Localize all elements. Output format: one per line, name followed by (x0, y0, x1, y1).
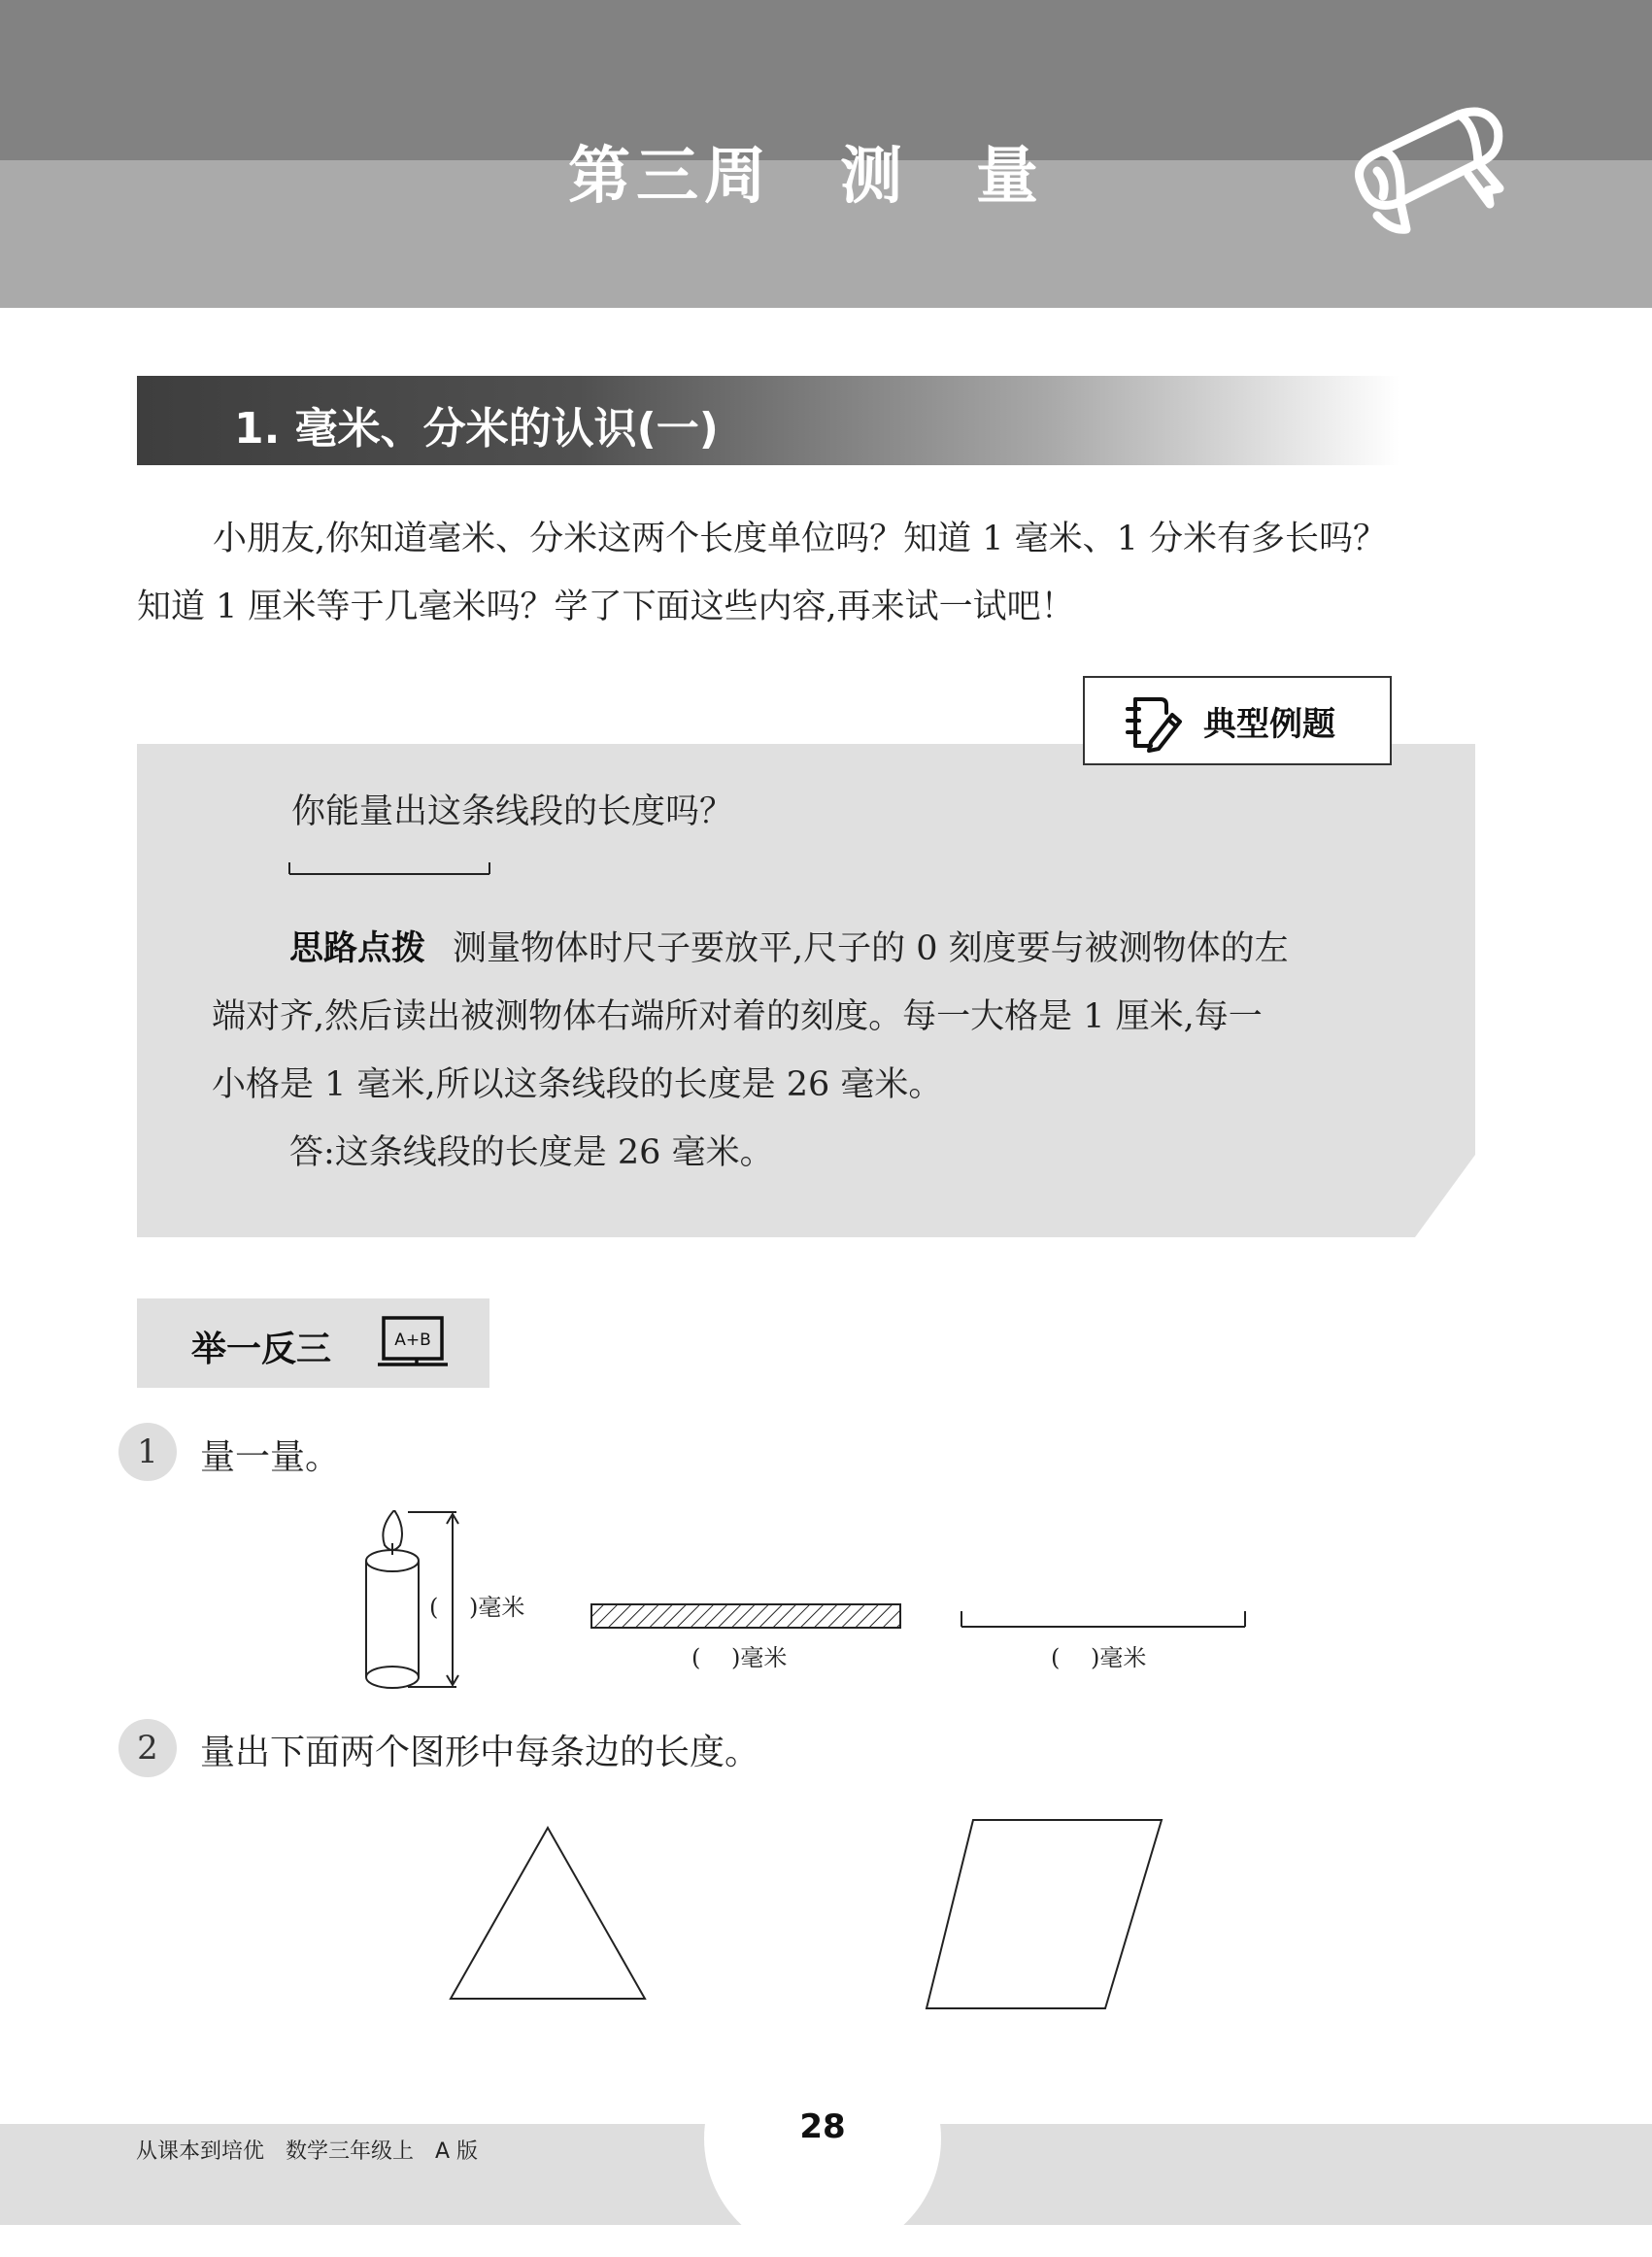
question-number-1: 1 (118, 1423, 177, 1481)
question-2-text: 量出下面两个图形中每条边的长度。 (200, 1733, 760, 1772)
book-title: 从课本到培优 数学三年级上 A 版 (136, 2139, 479, 2164)
hint-line-3: 小格是 1 毫米,所以这条线段的长度是 26 毫米。 (212, 1065, 943, 1104)
question-1-text: 量一量。 (200, 1437, 341, 1477)
segment-unit-blank: ( )毫米 (1051, 1644, 1147, 1671)
intro-paragraph (137, 505, 1487, 641)
bar-unit-blank: ( )毫米 (691, 1644, 788, 1671)
example-label-tag (1083, 676, 1392, 765)
intro-line-2: 知道 1 厘米等于几毫米吗？学了下面这些内容,再来试一试吧！ (137, 588, 1075, 626)
hint-line-2: 端对齐,然后读出被测物体右端所对着的刻度。每一大格是 1 厘米,每一 (212, 997, 1263, 1036)
chapter-title: 第三周 测 量 (568, 141, 1044, 213)
example-question: 你能量出这条线段的长度吗？ (291, 792, 734, 831)
hint-title: 思路点拨 (289, 929, 426, 968)
question-number-2: 2 (118, 1719, 177, 1777)
blackboard-icon (378, 1316, 452, 1370)
notebook-pencil-icon (1122, 691, 1184, 754)
practice-tag (137, 1298, 489, 1388)
scroll-diploma-icon (1332, 95, 1517, 241)
example-line-segment (287, 859, 491, 878)
section-title-bar (137, 376, 1399, 465)
candle-unit-blank: ( )毫米 (429, 1594, 525, 1621)
blackboard-text: A+B (394, 1331, 431, 1350)
example-label-text: 典型例题 (1203, 705, 1335, 744)
hatched-bar-figure (590, 1603, 903, 1633)
chapter-header (0, 0, 1652, 308)
hint-line-1 (212, 915, 1408, 983)
triangle-shape (451, 1828, 645, 1999)
measure-figures (350, 1510, 1282, 1704)
page-number: 28 (799, 2107, 846, 2146)
hint-text-1: 测量物体时尺子要放平,尺子的 0 刻度要与被测物体的左 (453, 929, 1289, 968)
parallelogram-shape (927, 1820, 1162, 2008)
shapes-figure (427, 1806, 1185, 2020)
practice-label: 举一反三 (191, 1330, 332, 1369)
section-title: 1. 毫米、分米的认识(一) (234, 404, 719, 454)
segment-figure (960, 1607, 1247, 1631)
intro-line-1: 小朋友,你知道毫米、分米这两个长度单位吗？知道 1 毫米、1 分米有多长吗？ (213, 520, 1388, 558)
example-answer: 答:这条线段的长度是 26 毫米。 (289, 1133, 774, 1172)
example-hint (212, 915, 1408, 1187)
